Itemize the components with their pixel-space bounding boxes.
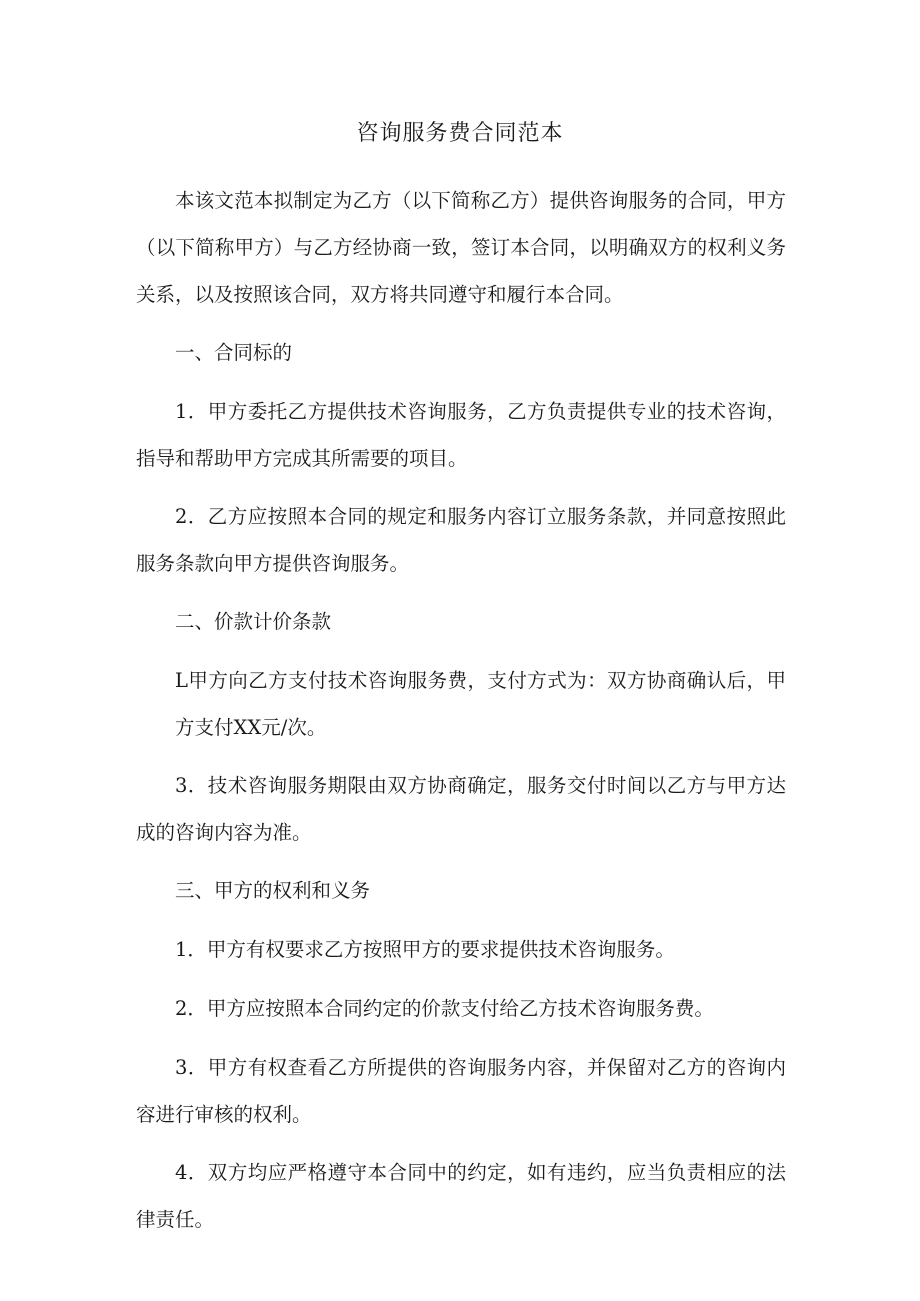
- document-body: [136, 177, 786, 1243]
- intro-paragraph: 本该文范本拟制定为乙方（以下简称乙方）提供咨询服务的合同，甲方（以下简称甲方）与乙方经协商一致，签订本合同，以明确双方的权利义务关系，以及按照该合同，双方将共同遵守和履行本合同。: [136, 189, 786, 306]
- clause-item: 4．双方均应严格遵守本合同中的约定，如有违约，应当负责相应的法律责任。: [136, 1161, 786, 1231]
- document-title: 咨询服务费合同范本: [356, 121, 564, 146]
- clause-item: 1．甲方委托乙方提供技术咨询服务，乙方负责提供专业的技术咨询，指导和帮助甲方完成其所需要的项目。: [136, 400, 786, 470]
- section-heading: 二、价款计价条款: [175, 610, 332, 633]
- clause-item: 3．甲方有权查看乙方所提供的咨询服务内容，并保留对乙方的咨询内容进行审核的权利。: [136, 1056, 786, 1126]
- clause-item: 2．乙方应按照本合同的规定和服务内容订立服务条款，并同意按照此服务条款向甲方提供咨询服务。: [136, 505, 786, 575]
- section-contract-subject: [136, 329, 786, 587]
- clause-item: 1．甲方有权要求乙方按照甲方的要求提供技术咨询服务。: [175, 938, 675, 961]
- clause-item: 3．技术咨询服务期限由双方协商确定，服务交付时间以乙方与甲方达成的咨询内容为准。: [136, 774, 786, 844]
- clause-item: 2．甲方应按照本合同约定的价款支付给乙方技术咨询服务费。: [175, 997, 714, 1020]
- section-heading: 一、合同标的: [175, 341, 293, 364]
- section-heading: 三、甲方的权利和义务: [175, 879, 371, 902]
- section-pricing-terms: [136, 598, 786, 856]
- clause-item: L甲方向乙方支付技术咨询服务费，支付方式为：双方协商确认后，甲方支付XX元/次。: [175, 669, 786, 739]
- section-party-a-rights: [136, 867, 786, 1243]
